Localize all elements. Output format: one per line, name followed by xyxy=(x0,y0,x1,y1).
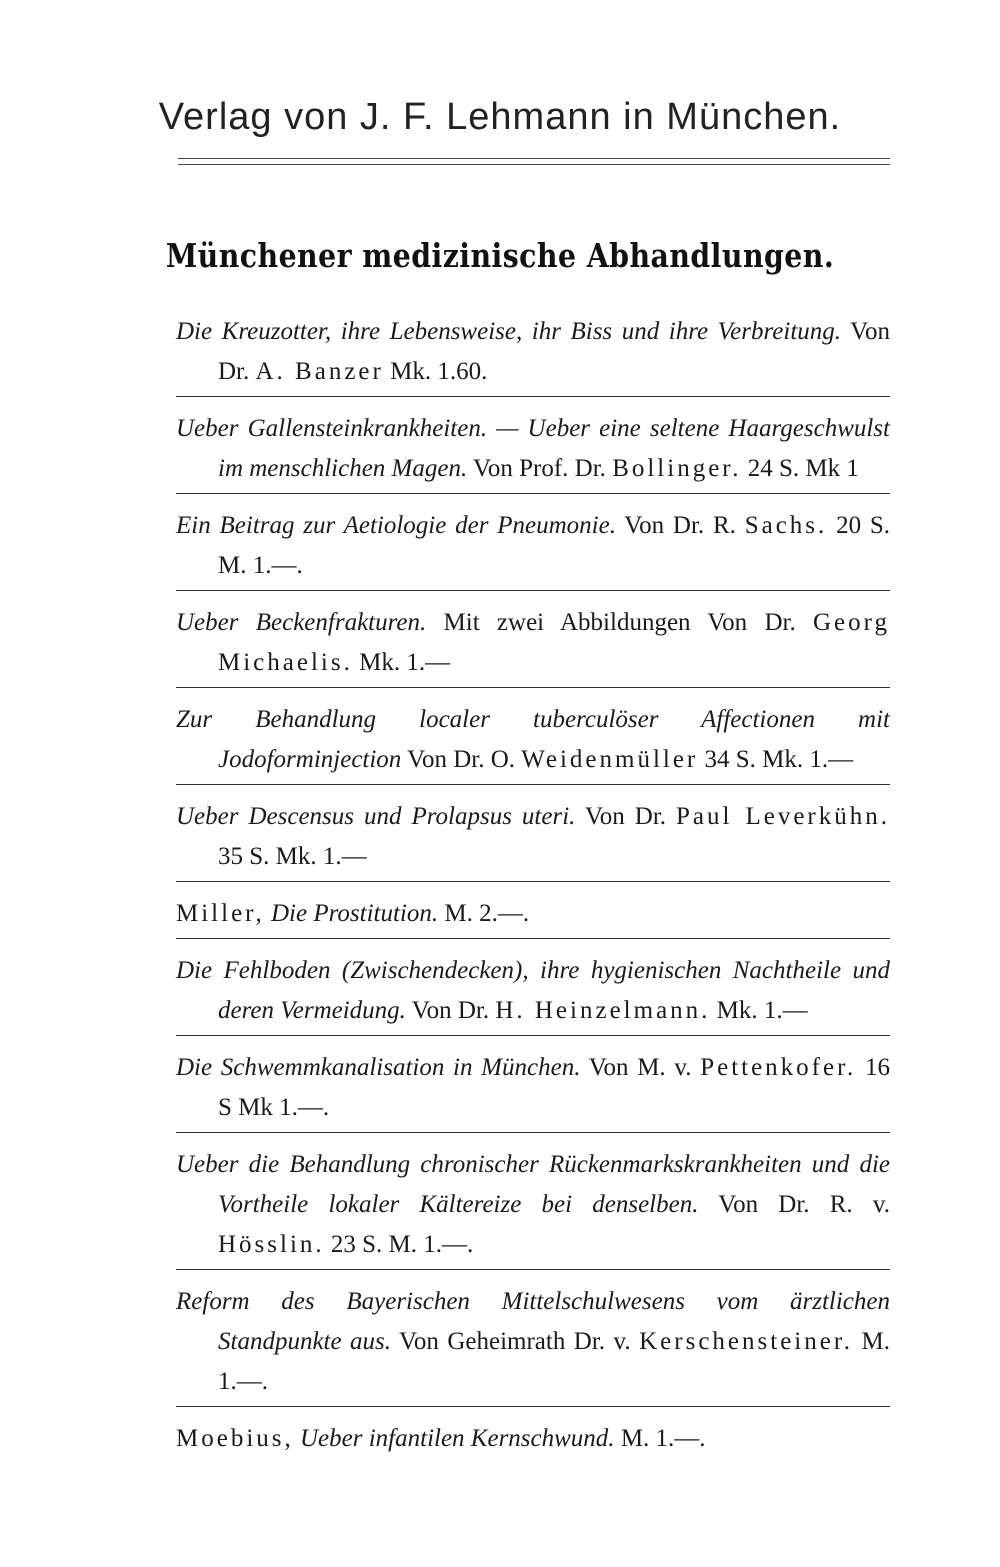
entry-price: Mk. 1.60. xyxy=(390,358,488,385)
publication-entry xyxy=(176,409,890,494)
publication-entry xyxy=(176,894,890,939)
publication-entry xyxy=(176,312,890,397)
entry-price: M. 1.—. xyxy=(620,1425,706,1452)
entry-byline: Von Dr. O. xyxy=(407,746,516,773)
entry-author: Hösslin. xyxy=(218,1231,325,1258)
entry-price: Mk. 1.— xyxy=(716,997,808,1024)
entry-title: Ueber infantilen Kernschwund. xyxy=(300,1425,615,1452)
publisher-line: Verlag von J. F. Lehmann in München. xyxy=(158,96,842,138)
entry-price: 24 S. Mk 1 xyxy=(747,455,859,482)
entry-title: Die Fehlboden (Zwischendecken), ihre hygienischen Nachtheile und deren Vermeidung. xyxy=(176,957,890,1024)
publication-entry xyxy=(176,506,890,591)
entry-byline: Von Geheimrath Dr. v. xyxy=(399,1328,631,1355)
entry-title: Ein Beitrag zur Aetiologie der Pneumonie. xyxy=(176,512,616,539)
entry-title: Zur Behandlung localer tuberculöser Affectionen mit Jodoforminjection xyxy=(176,706,890,773)
entry-title: Ueber die Behandlung chronischer Rückenmarkskrankheiten und die Vortheile lokaler Kältereize bei denselben. xyxy=(176,1151,890,1218)
entry-author: Weidenmüller xyxy=(521,746,699,773)
entry-author: Miller, xyxy=(176,900,265,927)
entry-author: Bollinger. xyxy=(612,455,742,482)
publication-entry xyxy=(176,797,890,882)
publication-entry xyxy=(176,603,890,688)
entry-author: Sachs. xyxy=(744,512,828,539)
entry-byline: Von Dr. xyxy=(584,803,667,830)
entry-title: Ueber Gallensteinkrankheiten. — Ueber eine seltene Haargeschwulst im menschlichen Magen. xyxy=(176,415,890,482)
entry-byline: Von Dr. R. xyxy=(624,512,736,539)
publication-entry xyxy=(176,951,890,1036)
series-title: Münchener medizinische Abhandlungen. xyxy=(165,236,835,275)
entry-author: A. Banzer xyxy=(255,358,384,385)
entry-author: Paul Leverkühn. xyxy=(676,803,891,830)
entry-title: Ueber Descensus und Prolapsus uteri. xyxy=(176,803,576,830)
entry-price: M. 2.—. xyxy=(444,900,530,927)
entry-title: Ueber Beckenfrakturen. xyxy=(176,609,427,636)
entry-price: Mk. 1.— xyxy=(359,649,451,676)
publication-entry xyxy=(176,1419,890,1463)
entry-title: Die Schwemmkanalisation in München. xyxy=(176,1054,581,1081)
entry-price: 34 S. Mk. 1.— xyxy=(704,746,854,773)
entry-byline: Von Prof. Dr. xyxy=(473,455,606,482)
entry-title: Die Kreuzotter, ihre Lebensweise, ihr Biss und ihre Verbreitung. xyxy=(176,318,842,345)
publication-entry xyxy=(176,1145,890,1270)
publication-entry xyxy=(176,1048,890,1133)
publication-entry xyxy=(176,700,890,785)
entry-byline: Von Dr. xyxy=(411,997,490,1024)
entry-price: 16 S Mk 1.—. xyxy=(218,1054,890,1121)
entry-author: Kerschensteiner. xyxy=(639,1328,854,1355)
entry-byline: Von Dr. R. v. xyxy=(718,1191,890,1218)
publication-entry xyxy=(176,1282,890,1407)
entry-price: 23 S. M. 1.—. xyxy=(330,1231,474,1258)
entry-byline: Von M. v. xyxy=(588,1054,692,1081)
entry-author: Pettenkofer. xyxy=(700,1054,857,1081)
header-double-rule xyxy=(178,158,890,165)
entry-price: M. 1.—. xyxy=(218,1328,890,1395)
entry-author: H. Heinzelmann. xyxy=(495,997,711,1024)
entry-byline: Von Dr. xyxy=(218,318,890,385)
entry-title: Reform des Bayerischen Mittelschulwesens vom ärztlichen Standpunkte aus. xyxy=(176,1288,890,1355)
publication-list xyxy=(176,312,890,1475)
entry-price: 35 S. Mk. 1.— xyxy=(218,843,367,870)
entry-author: Georg Michaelis. xyxy=(218,609,890,676)
entry-author: Moebius, xyxy=(176,1425,294,1452)
entry-title: Die Prostitution. xyxy=(271,900,439,927)
entry-price: 20 S. M. 1.—. xyxy=(218,512,891,579)
entry-byline: Mit zwei Abbildungen Von Dr. xyxy=(443,609,796,636)
